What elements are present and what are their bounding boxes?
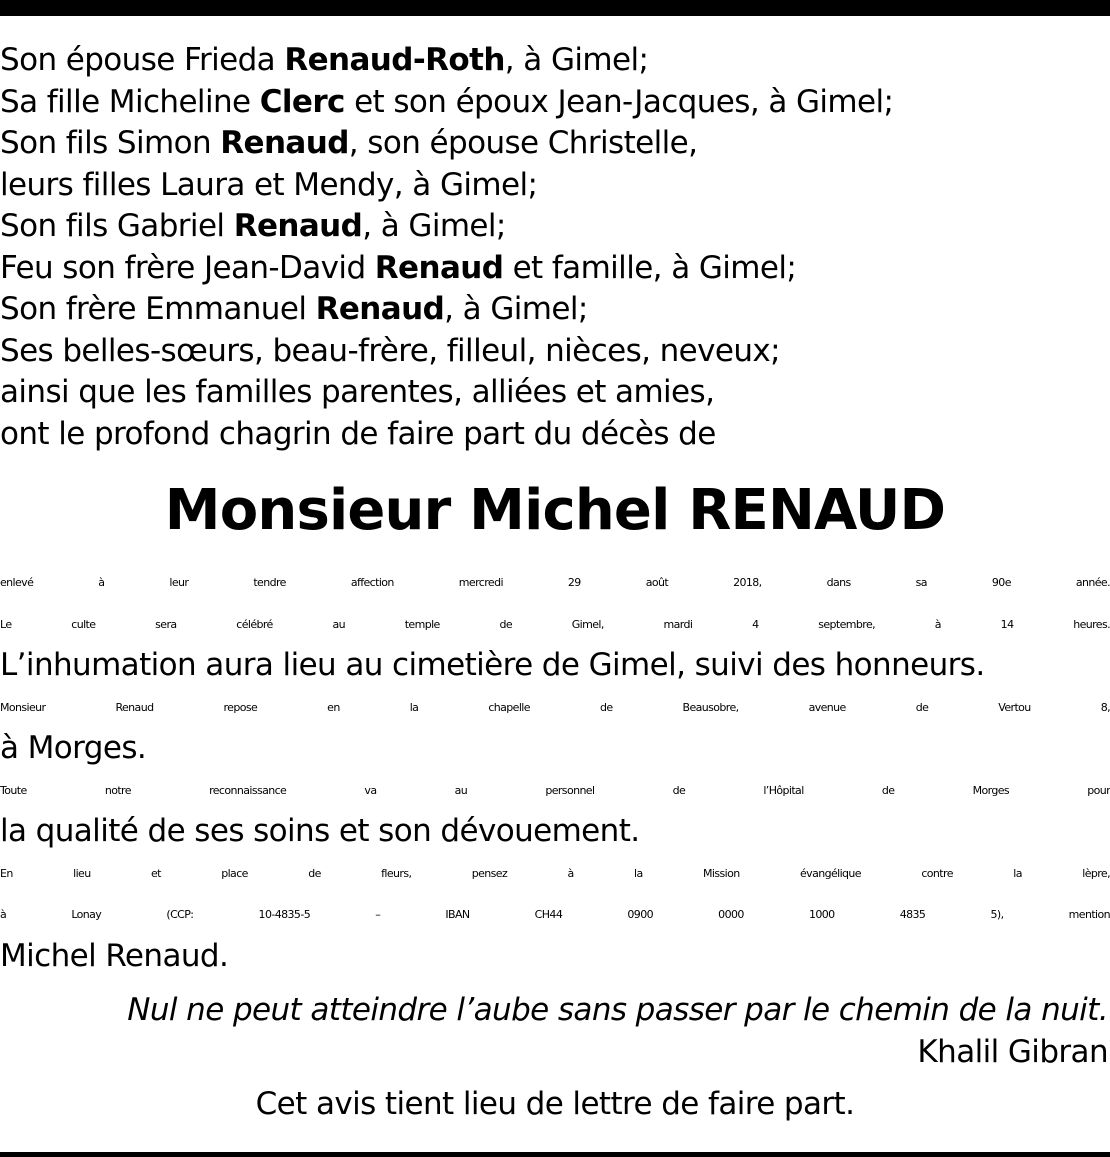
body-line-2: Le culte sera célébré au temple de Gimel, mardi 4 septembre, à 14 heures. [0, 617, 1110, 631]
quote-author: Khalil Gibran [917, 1033, 1108, 1070]
family-line-10: ont le profond chagrin de faire part du décès de [0, 415, 716, 452]
closing-note: Cet avis tient lieu de lettre de faire part. [255, 1086, 855, 1122]
body-line-10: Michel Renaud. [0, 937, 229, 974]
body-line-4: Monsieur Renaud repose en la chapelle de Beausobre, avenue de Vertou 8, [0, 700, 1110, 714]
surname: Renaud [220, 125, 349, 161]
family-line-1: Son épouse Frieda Renaud-Roth, à Gimel; [0, 42, 649, 78]
family-line-5: Son fils Gabriel Renaud, à Gimel; [0, 208, 506, 244]
quote-text: Nul ne peut atteindre l’aube sans passer par le chemin de la nuit. [127, 992, 1108, 1028]
quote-block [0, 990, 1108, 1073]
family-line-3: Son fils Simon Renaud, son épouse Christelle, [0, 125, 698, 161]
family-line-2: Sa fille Micheline Clerc et son époux Jean-Jacques, à Gimel; [0, 83, 894, 120]
surname: Renaud [233, 208, 363, 244]
top-rule [0, 0, 1110, 16]
family-line-7: Son frère Emmanuel Renaud, à Gimel; [0, 291, 588, 327]
body-line-6: Toute notre reconnaissance va au personnel de l’Hôpital de Morges pour [0, 783, 1110, 797]
body-line-1: enlevé à leur tendre affection mercredi 29 août 2018, dans sa 90e année. [0, 576, 1110, 589]
family-line-4: leurs filles Laura et Mendy, à Gimel; [0, 166, 538, 203]
body-line-3: L’inhumation aura lieu au cimetière de Gimel, suivi des honneurs. [0, 647, 985, 683]
deceased-name: Monsieur Michel RENAUD [164, 478, 946, 543]
surname: Renaud [374, 249, 504, 286]
body-line-7: la qualité de ses soins et son dévouement. [0, 813, 640, 849]
surname: Clerc [259, 83, 345, 120]
bottom-rule [0, 1152, 1110, 1157]
family-line-6: Feu son frère Jean-David Renaud et famille, à Gimel; [0, 249, 797, 286]
family-line-8: Ses belles-sœurs, beau-frère, filleul, nièces, neveux; [0, 332, 781, 369]
surname: Renaud [315, 291, 445, 327]
notice-body [0, 562, 1110, 977]
body-line-8: En lieu et place de fleurs, pensez à la Mission évangélique contre la lèpre, [0, 866, 1110, 880]
family-line-9: ainsi que les familles parentes, alliées et amies, [0, 374, 715, 410]
body-line-9: à Lonay (CCP: 10-4835-5 – IBAN CH44 0900 0000 1000 4835 5), mention [0, 908, 1110, 921]
body-line-5: à Morges. [0, 730, 147, 766]
surname: Renaud-Roth [284, 42, 505, 78]
family-list [0, 40, 1110, 455]
